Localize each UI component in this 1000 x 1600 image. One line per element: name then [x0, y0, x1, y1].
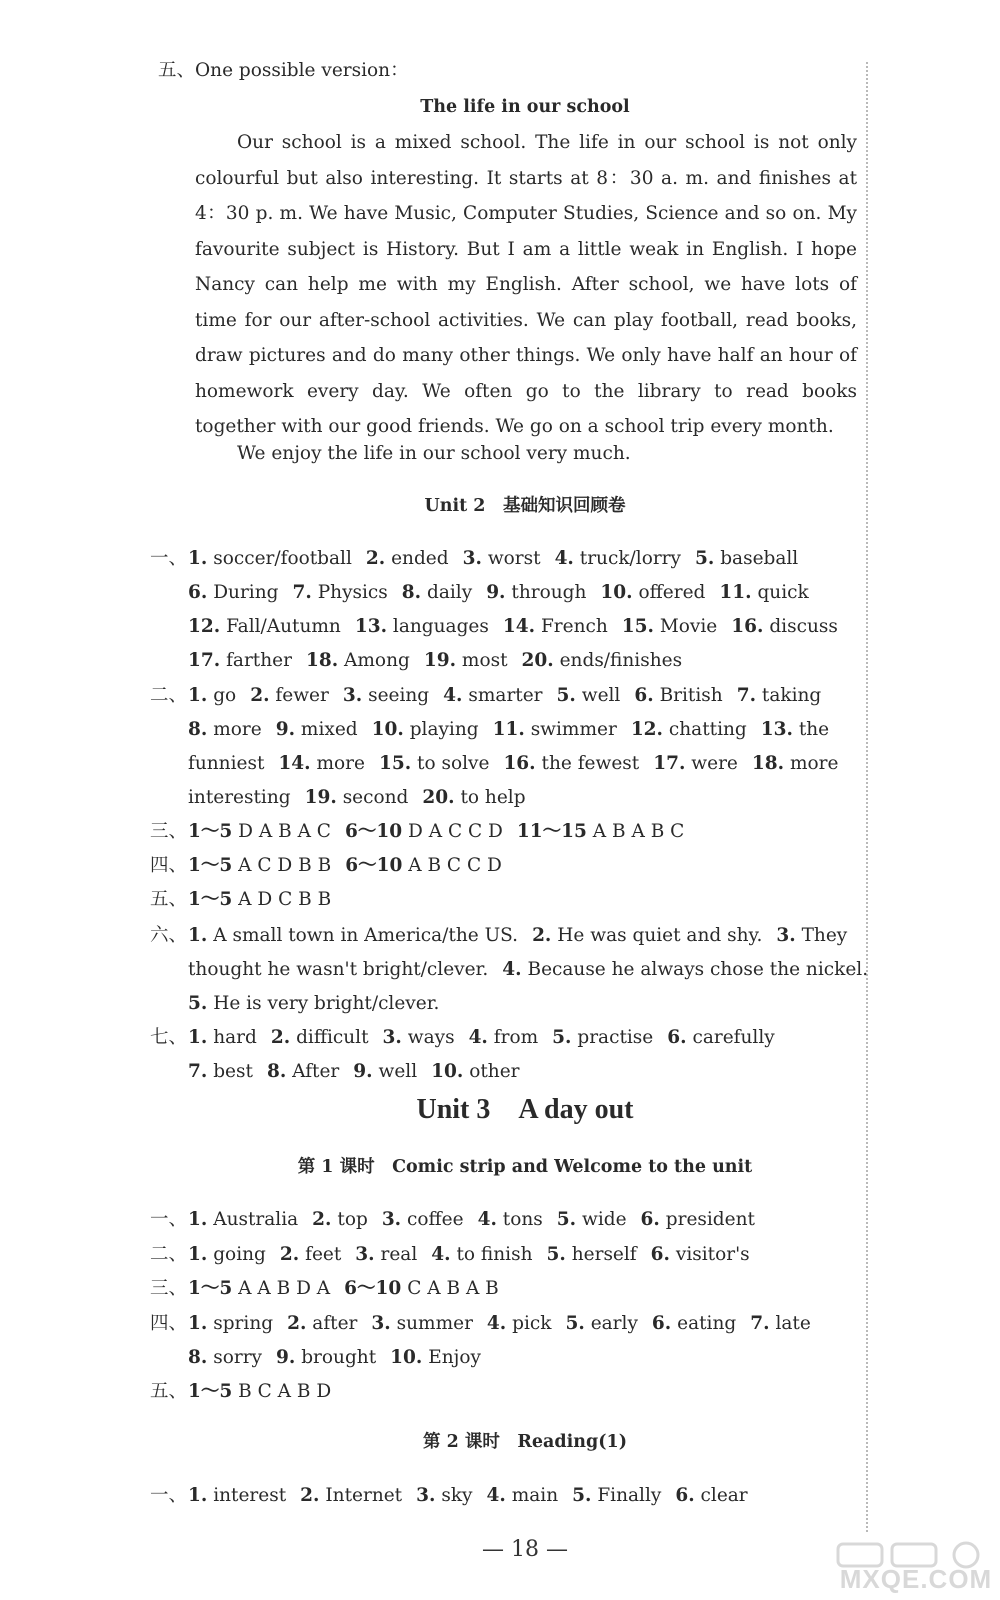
item-number: 7.: [736, 685, 757, 706]
item-answer: late: [775, 1313, 811, 1334]
item-number: 4.: [486, 1313, 507, 1334]
item-number: 5.: [556, 685, 576, 706]
unit2-section-6-mark: 六、: [150, 925, 188, 946]
item-answer: ended: [391, 548, 449, 569]
item-number: 6.: [667, 1027, 687, 1048]
item-number: 1.: [188, 1244, 208, 1265]
item-answer: languages: [392, 616, 489, 637]
item-number: 4.: [554, 548, 574, 569]
item-answer: most: [461, 650, 508, 671]
item-number: 12.: [188, 616, 221, 637]
unit2-section-7-line: [188, 1026, 775, 1050]
essay-paragraph-1: Our school is a mixed school. The life in our school is not only colourful but also interesting. It starts at 8：30 a. m. and finishes at 4：30 p. m. We have Music, Computer Studies, Science and so on. My favourite subject is History. But I am a little weak in English. I hope Nancy can help me with my English. After school, we have lots of time for our after-school activities. We can play football, read books, draw pictures and do many other things. We only have half an hour of homework every day. We often go to the library to read books together with our good friends. We go on a school trip every month.: [195, 132, 857, 437]
item-answer: thought he wasn't bright/clever.: [188, 959, 489, 980]
item-number: 17.: [653, 753, 686, 774]
item-number: 5.: [556, 1209, 577, 1230]
item-answer: go: [213, 685, 237, 706]
item-answer: after: [312, 1313, 358, 1334]
item-number: 2.: [250, 685, 270, 706]
lesson1-section-4-line: [188, 1346, 481, 1370]
item-range: 1～5: [188, 1381, 233, 1402]
item-number: 9.: [275, 719, 296, 740]
item-number: 4.: [431, 1244, 451, 1265]
item-answer: swimmer: [530, 719, 617, 740]
item-answer: They: [801, 925, 848, 946]
item-number: 4.: [486, 1485, 506, 1506]
item-answer: quick: [757, 582, 809, 603]
item-answer: worst: [487, 548, 541, 569]
item-number: 13.: [354, 616, 388, 637]
unit2-section-6-line: [188, 958, 868, 982]
item-number: 3.: [355, 1244, 375, 1265]
item-number: 15.: [378, 753, 412, 774]
item-answer: Physics: [317, 582, 388, 603]
item-answer: more: [213, 719, 262, 740]
item-number: 11.: [492, 719, 525, 740]
item-answer: D A B A C: [238, 821, 331, 842]
unit2-section-2-mark: 二、: [150, 685, 188, 706]
item-range: 1～5: [188, 821, 233, 842]
item-answer: coffee: [407, 1209, 464, 1230]
item-number: 8.: [266, 1061, 287, 1082]
item-answer: A B C C D: [408, 855, 502, 876]
item-answer: the fewest: [541, 753, 640, 774]
item-number: 4.: [477, 1209, 497, 1230]
item-answer: sorry: [213, 1347, 262, 1368]
lesson1-section-1-mark: 一、: [150, 1209, 188, 1230]
item-number: 18.: [305, 650, 339, 671]
item-answer: ends/finishes: [559, 650, 683, 671]
item-number: 3.: [462, 548, 482, 569]
unit2-section-3-mark: 三、: [150, 821, 188, 842]
item-number: 19.: [304, 787, 337, 808]
item-answer: ways: [407, 1027, 455, 1048]
item-number: 1.: [188, 685, 208, 706]
item-number: 19.: [423, 650, 457, 671]
item-number: 8.: [188, 1347, 208, 1368]
lesson1-section-2-line: [188, 1243, 750, 1267]
item-number: 16.: [731, 616, 764, 637]
item-answer: soccer/football: [213, 548, 352, 569]
item-number: 8.: [401, 582, 422, 603]
unit2-section-5-mark: 五、: [150, 889, 188, 910]
item-number: 2.: [532, 925, 552, 946]
item-answer: summer: [396, 1313, 473, 1334]
item-number: 3.: [371, 1313, 391, 1334]
item-number: 2.: [287, 1313, 307, 1334]
item-answer: difficult: [296, 1027, 369, 1048]
item-number: 12.: [630, 719, 663, 740]
item-number: 5.: [552, 1027, 572, 1048]
unit2-section-4-mark: 四、: [150, 855, 188, 876]
item-answer: more: [789, 753, 839, 774]
item-answer: well: [581, 685, 621, 706]
unit2-section-1-line: [188, 649, 682, 673]
item-number: 3.: [381, 1209, 402, 1230]
item-number: 1.: [188, 1313, 208, 1334]
unit2-section-6-line: [188, 992, 439, 1016]
item-answer: Finally: [597, 1485, 662, 1506]
item-answer: well: [378, 1061, 418, 1082]
item-number: 7.: [750, 1313, 770, 1334]
lesson1-section-4-mark: 四、: [150, 1313, 188, 1334]
item-answer: were: [691, 753, 738, 774]
item-answer: sky: [441, 1485, 473, 1506]
lesson1-section-2-mark: 二、: [150, 1244, 188, 1265]
lesson2-heading: 第 2 课时 Reading(1): [423, 1432, 627, 1452]
item-number: 1.: [188, 548, 208, 569]
unit2-section-2-line: [188, 718, 829, 742]
item-answer: spring: [213, 1313, 274, 1334]
item-answer: Among: [344, 650, 410, 671]
unit2-section-2-line: [188, 752, 838, 776]
lesson2-section-1-mark: 一、: [150, 1485, 188, 1506]
item-range: 6～10: [344, 1278, 402, 1299]
item-answer: He is very bright/clever.: [213, 993, 440, 1014]
unit2-section-7-mark: 七、: [150, 1027, 188, 1048]
item-number: 5.: [565, 1313, 585, 1334]
item-answer: wide: [582, 1209, 627, 1230]
item-number: 1.: [188, 925, 208, 946]
item-answer: going: [213, 1244, 266, 1265]
item-answer: to solve: [417, 753, 490, 774]
page-number: — 18 —: [482, 1537, 568, 1562]
item-answer: best: [213, 1061, 253, 1082]
item-answer: herself: [571, 1244, 637, 1265]
item-answer: to finish: [456, 1244, 533, 1265]
item-answer: discuss: [769, 616, 838, 637]
item-number: 4.: [502, 959, 522, 980]
item-answer: interest: [213, 1485, 287, 1506]
lesson1-section-3-mark: 三、: [150, 1278, 188, 1299]
item-answer: taking: [761, 685, 822, 706]
item-number: 11.: [719, 582, 752, 603]
item-number: 20.: [422, 787, 455, 808]
item-answer: visitor's: [675, 1244, 750, 1265]
item-answer: Because he always chose the nickel.: [527, 959, 869, 980]
item-number: 1.: [188, 1485, 208, 1506]
item-answer: the: [798, 719, 830, 740]
unit2-section-4-line: [188, 854, 502, 878]
item-answer: British: [659, 685, 723, 706]
item-number: 9.: [276, 1347, 296, 1368]
lesson1-section-3-line: [188, 1277, 499, 1301]
essay-paragraph-2: We enjoy the life in our school very much.: [237, 443, 631, 464]
item-answer: more: [316, 753, 365, 774]
item-answer: clear: [700, 1485, 748, 1506]
item-number: 6.: [640, 1209, 660, 1230]
item-number: 3.: [416, 1485, 436, 1506]
item-number: 5.: [546, 1244, 566, 1265]
item-number: 17.: [188, 650, 221, 671]
item-number: 6.: [651, 1313, 672, 1334]
essay-label: 五、One possible version：: [158, 60, 409, 81]
item-number: 1.: [188, 1027, 208, 1048]
item-number: 4.: [468, 1027, 488, 1048]
item-number: 20.: [521, 650, 554, 671]
item-number: 6.: [675, 1485, 695, 1506]
unit2-section-1-line: [188, 547, 798, 571]
item-number: 13.: [760, 719, 793, 740]
item-number: 10.: [390, 1347, 423, 1368]
item-number: 2.: [279, 1244, 300, 1265]
lesson1-heading: 第 1 课时 Comic strip and Welcome to the unit: [297, 1157, 753, 1177]
item-answer: tons: [502, 1209, 543, 1230]
unit2-section-7-line: [188, 1060, 519, 1084]
item-answer: C A B A B: [407, 1278, 499, 1299]
item-range: 6～10: [345, 855, 403, 876]
item-answer: fewer: [275, 685, 329, 706]
item-number: 14.: [278, 753, 311, 774]
item-answer: practise: [577, 1027, 654, 1048]
item-answer: truck/lorry: [579, 548, 681, 569]
item-number: 3.: [382, 1027, 402, 1048]
item-answer: Australia: [213, 1209, 299, 1230]
item-number: 9.: [486, 582, 506, 603]
item-number: 2.: [300, 1485, 320, 1506]
item-number: 10.: [600, 582, 633, 603]
item-range: 11～15: [516, 821, 587, 842]
item-number: 2.: [365, 548, 386, 569]
unit2-section-3-line: [188, 820, 684, 844]
item-answer: main: [511, 1485, 559, 1506]
item-answer: funniest: [188, 753, 265, 774]
item-number: 3.: [776, 925, 796, 946]
item-answer: smarter: [468, 685, 543, 706]
item-number: 15.: [621, 616, 654, 637]
unit2-section-1-line: [188, 581, 809, 605]
item-number: 3.: [342, 685, 363, 706]
item-number: 4.: [443, 685, 463, 706]
item-answer: B C A B D: [238, 1381, 332, 1402]
item-number: 8.: [188, 719, 208, 740]
item-answer: brought: [301, 1347, 377, 1368]
item-answer: A B A B C: [592, 821, 685, 842]
fold-margin-rule: [866, 62, 868, 1532]
item-number: 14.: [502, 616, 536, 637]
item-answer: offered: [638, 582, 706, 603]
essay-title: The life in our school: [420, 97, 630, 117]
item-range: 1～5: [188, 889, 233, 910]
lesson1-section-5-mark: 五、: [150, 1381, 188, 1402]
item-answer: from: [493, 1027, 539, 1048]
item-number: 6.: [188, 582, 208, 603]
item-answer: chatting: [668, 719, 747, 740]
item-answer: After: [292, 1061, 340, 1082]
item-answer: Movie: [659, 616, 718, 637]
unit2-section-2-line: [188, 684, 821, 708]
item-answer: daily: [427, 582, 473, 603]
item-answer: Fall/Autumn: [226, 616, 341, 637]
item-answer: interesting: [188, 787, 291, 808]
item-number: 10.: [431, 1061, 464, 1082]
item-number: 1.: [188, 1209, 208, 1230]
unit2-section-2-line: [188, 786, 526, 810]
lesson1-section-1-line: [188, 1208, 755, 1232]
unit2-section-1-mark: 一、: [150, 548, 188, 569]
item-number: 7.: [188, 1061, 208, 1082]
item-number: 10.: [371, 719, 404, 740]
item-answer: hard: [213, 1027, 257, 1048]
lesson2-section-1-line: [188, 1484, 748, 1508]
item-number: 5.: [188, 993, 208, 1014]
item-number: 5.: [694, 548, 715, 569]
unit3-title: Unit 3 A day out: [416, 1094, 634, 1125]
item-range: 1～5: [188, 855, 233, 876]
item-answer: president: [665, 1209, 755, 1230]
item-answer: other: [469, 1061, 520, 1082]
item-answer: baseball: [720, 548, 799, 569]
item-answer: A A B D A: [238, 1278, 331, 1299]
item-answer: farther: [226, 650, 292, 671]
unit2-section-1-line: [188, 615, 838, 639]
item-answer: second: [342, 787, 409, 808]
item-answer: pick: [512, 1313, 552, 1334]
unit2-section-5-line: [188, 888, 331, 912]
watermark-text: MXQE.COM: [839, 1564, 993, 1594]
item-number: 7.: [292, 582, 312, 603]
item-answer: D A C C D: [407, 821, 503, 842]
lesson1-section-5-line: [188, 1380, 331, 1404]
item-answer: real: [380, 1244, 418, 1265]
item-answer: Enjoy: [428, 1347, 481, 1368]
item-number: 2.: [270, 1027, 291, 1048]
item-number: 18.: [751, 753, 785, 774]
item-answer: mixed: [300, 719, 358, 740]
item-number: 6.: [634, 685, 654, 706]
item-number: 9.: [353, 1061, 373, 1082]
item-answer: playing: [409, 719, 479, 740]
item-answer: A small town in America/the US.: [213, 925, 519, 946]
item-number: 6.: [650, 1244, 670, 1265]
item-answer: French: [540, 616, 608, 637]
item-answer: A D C B B: [238, 889, 332, 910]
item-answer: to help: [460, 787, 526, 808]
item-number: 2.: [312, 1209, 332, 1230]
item-answer: He was quiet and shy.: [557, 925, 763, 946]
item-answer: eating: [677, 1313, 737, 1334]
unit2-section-6-line: [188, 924, 847, 948]
unit2-heading: Unit 2 基础知识回顾卷: [424, 496, 626, 516]
item-answer: through: [511, 582, 587, 603]
item-answer: top: [337, 1209, 368, 1230]
item-number: 16.: [503, 753, 536, 774]
watermark-logo: [832, 1540, 1000, 1598]
item-answer: Internet: [325, 1485, 403, 1506]
item-answer: seeing: [368, 685, 430, 706]
item-range: 1～5: [188, 1278, 233, 1299]
lesson1-section-4-line: [188, 1312, 811, 1336]
item-number: 5.: [572, 1485, 592, 1506]
item-answer: carefully: [692, 1027, 775, 1048]
item-answer: feet: [305, 1244, 342, 1265]
item-answer: A C D B B: [238, 855, 332, 876]
item-answer: During: [213, 582, 279, 603]
item-answer: early: [590, 1313, 638, 1334]
item-range: 6～10: [344, 821, 403, 842]
